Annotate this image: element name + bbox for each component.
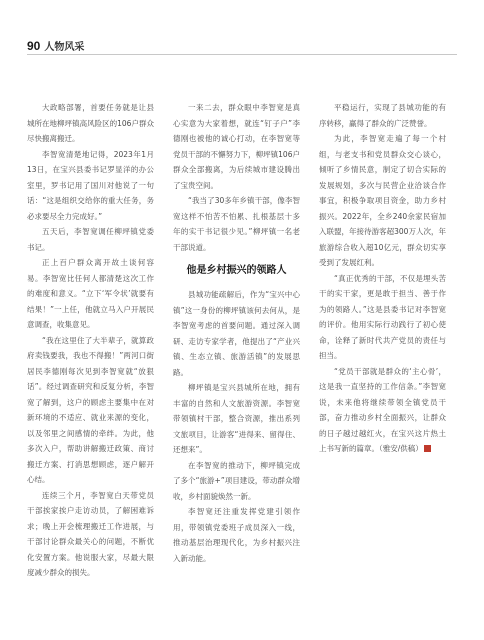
- text-column-3: [319, 100, 446, 620]
- paragraph: 连续三个月，李智宽白天带党员干部挨家挨户走访动员，了解困难诉求；晚上开会梳理搬迁工作进展，与干部讨论群众最关心的问题，不断优化安置方案。他说服大家，尽最大限度减少群众的损失。: [27, 490, 154, 577]
- header-divider: [27, 54, 457, 55]
- paragraph: 柳坪镇是宝兴县城所在地，拥有丰富的自然和人文旅游资源。李智宽带领镇村干部，整合资源，推出系列文旅项目，让游客“进得来、留得住、还想来”。: [173, 383, 300, 454]
- paragraph: 李智宽还注重发挥党建引领作用，带领镇党委班子成员深入一线，推动基层治理现代化，为乡村振兴注入新动能。: [173, 507, 300, 563]
- paragraph: 正上百户群众离开故土谈何容易。李智宽比任何人都清楚这次工作的难度和意义。“立下‘军令状’就要有结果！”一上任，他就立马入户开展民意调查，收集意见。: [27, 258, 154, 329]
- paragraph: “我在这里住了大半辈子，就算政府卖钱要我，我也不得搬！”两河口街居民李德刚每次见到李智宽就“放狠话”。经过调查研究和反复分析，李智宽了解到，这户的顾虑主要集中在对新环境的不适应、就业来源的变化，以及邻里之间感情的牵绊。为此，他多次入户，帮助讲解搬迁政策、商讨搬迁方案、打消思想顾虑，逐户解开心结。: [27, 335, 154, 484]
- text-column-2: [173, 100, 300, 620]
- paragraph: “真正优秀的干部，不仅是埋头苦干的实干家，更是敢于担当、善于作为的领路人。”这是县委书记对李智宽的评价。他用实际行动践行了初心使命，诠释了新时代共产党员的责任与担当。: [319, 273, 446, 360]
- paragraph: 平稳运行，实现了县城功能的有序转移，赢得了群众的广泛赞誉。: [319, 103, 446, 128]
- paragraph: [319, 364, 446, 457]
- paragraph: 为此，李智宽走遍了每一个村组，与老支书和党员群众交心谈心，倾听了乡情民意，制定了切合实际的发展规划，多次与民营企业洽谈合作事宜，积极争取项目资金，助力乡村振兴。2022年，全乡240余家民宿加入联盟，年接待游客超300万人次，年旅游综合收入超10亿元，群众切实享受到了发展红利。: [319, 134, 446, 267]
- page-header: [27, 38, 84, 53]
- byline: （雅安/供稿）: [379, 444, 423, 453]
- paragraph: 五天后，李智宽调任柳坪镇党委书记。: [27, 227, 154, 252]
- closing-text: “党员干部就是群众的‘主心骨’，这是我一直坚持的工作信条。”李智宽说，未来他将继续带领全镇党员干部，奋力推动乡村全面振兴，让群众的日子越过越红火，在宝兴这片热土上书写新的篇章。: [319, 366, 446, 453]
- paragraph: 李智宽清楚地记得，2023年1月13日，在宝兴县委书记罗显洋的办公室里，罗书记用了国川对他说了一句话：“这是组织交给你的重大任务，务必求要尽全力完成好。”: [27, 149, 154, 221]
- end-mark-icon: [424, 445, 431, 452]
- paragraph: 县城功能疏解后，作为“宝兴中心镇”这一身份的柳坪镇该何去何从，是李智宽考虑的首要问题。通过深入调研、走访专家学者，他提出了“产业兴镇、生态立镇、旅游活镇”的发展思路。: [173, 290, 300, 377]
- paragraph: 一来二去，群众眼中李智宽是真心实意为大家着想，就连“钉子户”李德刚也被他的诚心打动，在李智宽等党员干部的不懈努力下，柳坪镇106户群众全部搬离，为后续城市建设腾出了宝贵空间。: [173, 103, 300, 190]
- text-column-1: [27, 100, 154, 620]
- paragraph: “我当了30多年乡镇干部，像李智宽这样不怕苦不怕累、扎根基层十多年的实干书记很少见。”柳坪镇一名老干部说道。: [173, 196, 300, 252]
- paragraph: 大政略部署，首要任务就是让县城所在地柳坪镇高风险区的106户群众尽快搬离搬迁。: [27, 103, 154, 143]
- section-title: 人物风采: [44, 42, 85, 53]
- page-number: 90: [27, 39, 41, 53]
- section-subheading: 他是乡村振兴的领路人: [186, 265, 287, 276]
- paragraph: 在李智宽的推动下，柳坪镇完成了多个“旅游+”项目建设，带动群众增收，乡村面貌焕然一新。: [173, 460, 300, 501]
